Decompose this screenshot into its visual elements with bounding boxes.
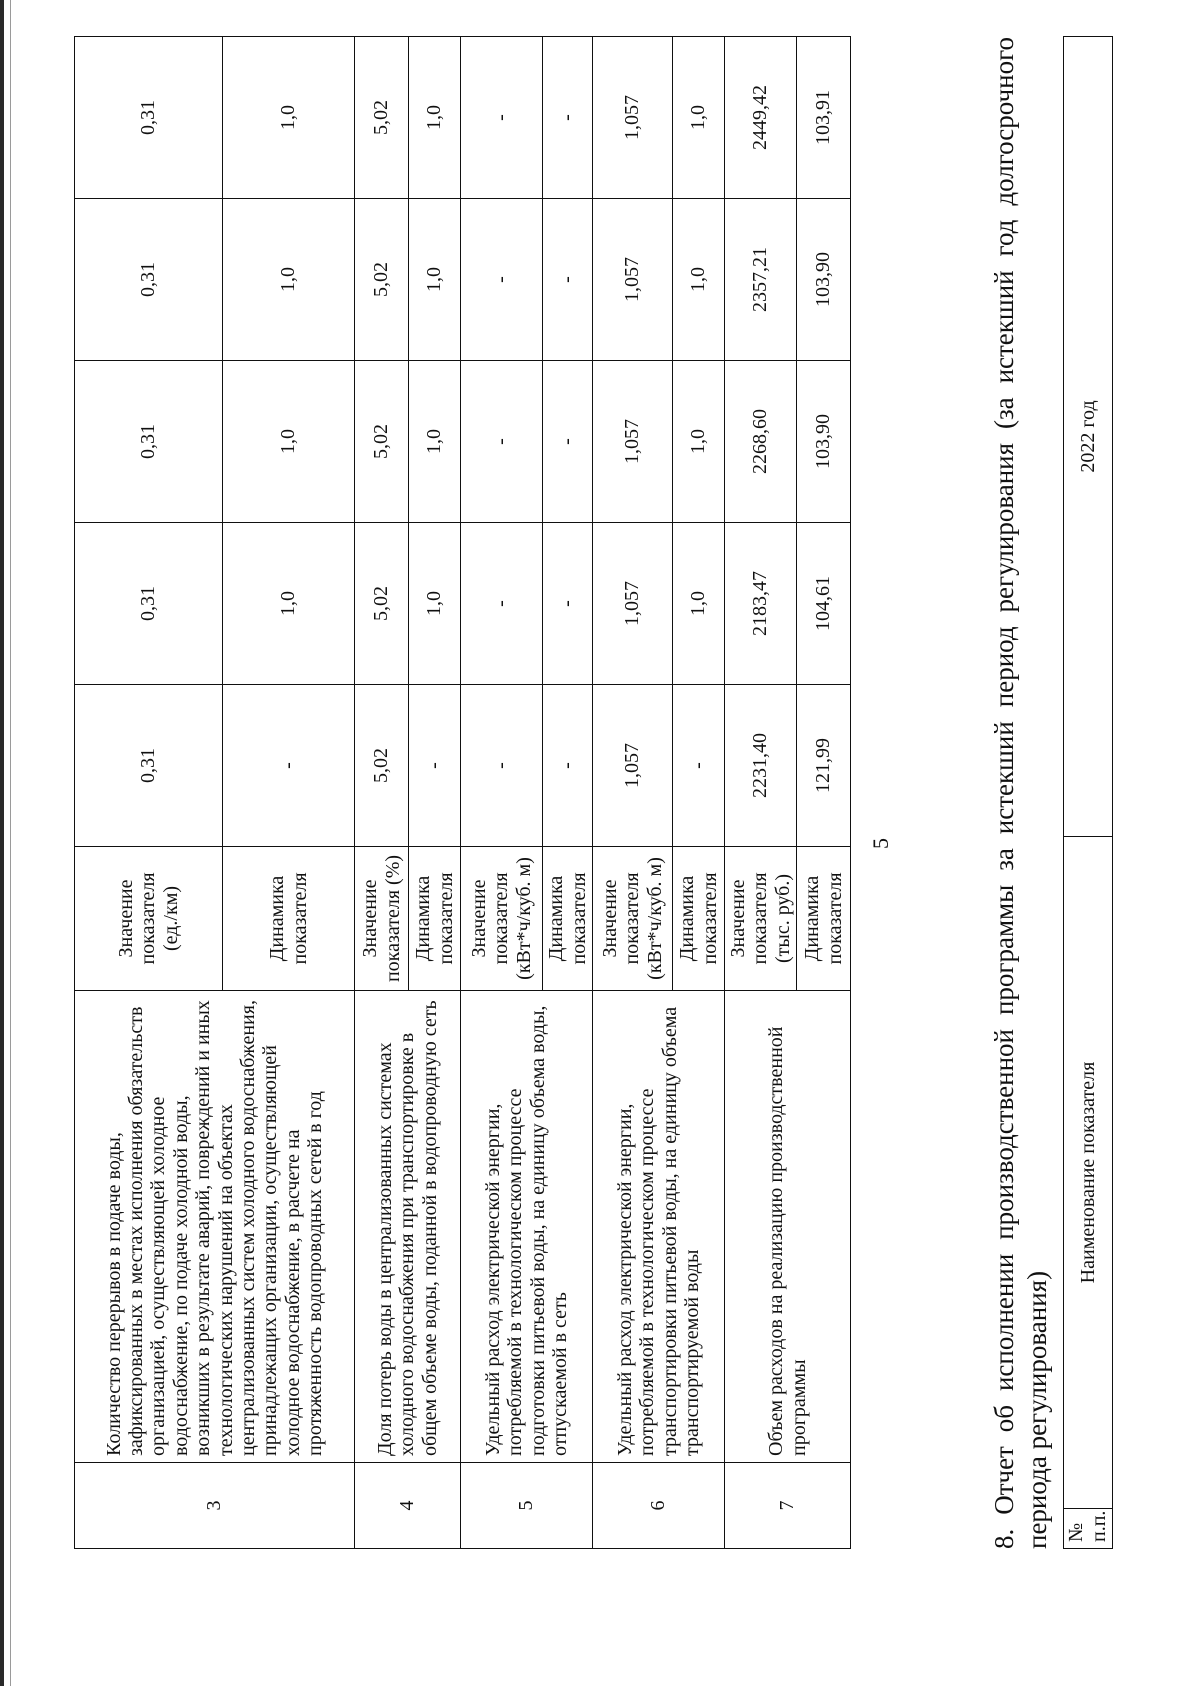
indicator-value: - — [673, 685, 725, 847]
col-year-header: 2022 год — [1064, 37, 1113, 837]
indicator-number: 6 — [593, 1463, 725, 1549]
indicator-value: 1,057 — [593, 685, 673, 847]
indicator-value: 1,0 — [223, 361, 355, 523]
indicator-name: Количество перерывов в подаче воды, зафиксированных в местах исполнения обязательств организацией, осуществляющей холодное водоснабжение, по подаче холодной воды, возникших в результате аварий, повреждений и иных технологических нарушений на объектах централизованных систем холодного водоснабжения, принадлежащих организации, осуществляющей холодное водоснабжение, в расчете на протяженность водопроводных сетей в год — [75, 991, 355, 1463]
indicator-value: 103,90 — [797, 361, 851, 523]
report-header-row — [1064, 37, 1113, 1549]
indicator-value: 121,99 — [797, 685, 851, 847]
indicator-value: - — [543, 685, 593, 847]
indicator-value: - — [461, 199, 543, 361]
section-heading: 8. Отчет об исполнении производственной программы за истекший период регулирования (за истекший год долгосрочного периода регулирования) — [989, 37, 1052, 1549]
indicator-value: 2231,40 — [725, 685, 797, 847]
indicator-value: 1,0 — [223, 199, 355, 361]
indicator-value: - — [461, 361, 543, 523]
indicator-label: Значение показателя (кВт*ч/куб. м) — [593, 847, 673, 991]
indicator-value: - — [543, 37, 593, 199]
indicators-body — [75, 37, 851, 1549]
indicator-value: - — [543, 199, 593, 361]
indicator-label: Динамика показателя — [797, 847, 851, 991]
indicator-row — [75, 37, 223, 1549]
indicator-value: 1,0 — [673, 361, 725, 523]
page-number: 5 — [868, 838, 893, 849]
indicator-value: 1,0 — [409, 523, 461, 685]
indicator-value: 1,057 — [593, 199, 673, 361]
indicator-value: 0,31 — [75, 199, 223, 361]
indicator-value: 5,02 — [355, 199, 409, 361]
indicator-value: 0,31 — [75, 685, 223, 847]
indicator-value: - — [461, 37, 543, 199]
indicator-value: - — [543, 523, 593, 685]
indicator-value: 1,057 — [593, 361, 673, 523]
indicator-name: Доля потерь воды в централизованных системах холодного водоснабжения при транспортировке в общем объеме воды, поданной в водопроводную сеть — [355, 991, 461, 1463]
indicator-value: 1,0 — [409, 361, 461, 523]
indicator-number: 3 — [75, 1463, 355, 1549]
indicator-value: - — [543, 361, 593, 523]
indicator-number: 4 — [355, 1463, 461, 1549]
indicator-value: 1,0 — [409, 199, 461, 361]
indicator-value: 5,02 — [355, 37, 409, 199]
indicator-number: 7 — [725, 1463, 851, 1549]
indicator-label: Значение показателя (ед./км) — [75, 847, 223, 991]
indicator-value: 0,31 — [75, 37, 223, 199]
indicator-value: 1,0 — [673, 37, 725, 199]
indicator-name: Объем расходов на реализацию производственной программы — [725, 991, 851, 1463]
indicator-row — [725, 37, 797, 1549]
indicator-value: 0,31 — [75, 523, 223, 685]
indicator-label: Динамика показателя — [223, 847, 355, 991]
indicator-label: Динамика показателя — [409, 847, 461, 991]
indicator-label: Значение показателя (кВт*ч/куб. м) — [461, 847, 543, 991]
indicator-label: Значение показателя (%) — [355, 847, 409, 991]
indicator-value: 1,057 — [593, 37, 673, 199]
indicator-value: 1,057 — [593, 523, 673, 685]
indicator-value: 1,0 — [673, 199, 725, 361]
indicator-label: Динамика показателя — [673, 847, 725, 991]
indicator-value: 103,91 — [797, 37, 851, 199]
indicator-value: - — [409, 685, 461, 847]
indicator-row — [461, 37, 543, 1549]
indicator-value: 1,0 — [673, 523, 725, 685]
indicator-label: Динамика показателя — [543, 847, 593, 991]
col-name-header: Наименование показателя — [1064, 837, 1113, 1509]
indicator-value: 2268,60 — [725, 361, 797, 523]
indicator-value: 104,61 — [797, 523, 851, 685]
indicator-value: - — [461, 685, 543, 847]
indicator-value: - — [461, 523, 543, 685]
indicator-value: 1,0 — [223, 523, 355, 685]
indicator-value: 2449,42 — [725, 37, 797, 199]
col-no-header: № п.п. — [1064, 1509, 1113, 1549]
indicator-row — [593, 37, 673, 1549]
indicator-value: 1,0 — [223, 37, 355, 199]
indicator-number: 5 — [461, 1463, 593, 1549]
indicators-table — [74, 36, 851, 1549]
indicator-label: Значение показателя (тыс. руб.) — [725, 847, 797, 991]
indicator-value: 103,90 — [797, 199, 851, 361]
indicator-value: 5,02 — [355, 523, 409, 685]
indicator-name: Удельный расход электрической энергии, потребляемой в технологическом процессе подготовки питьевой воды, на единицу объема воды, отпускаемой в сеть — [461, 991, 593, 1463]
indicator-name: Удельный расход электрической энергии, потребляемой в технологическом процессе транспортировки питьевой воды, на единицу объема транспортируемой воды — [593, 991, 725, 1463]
report-header-table — [1063, 36, 1113, 1549]
indicator-row — [355, 37, 409, 1549]
indicator-value: 5,02 — [355, 361, 409, 523]
indicator-value: 1,0 — [409, 37, 461, 199]
indicator-value: 2357,21 — [725, 199, 797, 361]
indicator-value: 0,31 — [75, 361, 223, 523]
indicator-value: - — [223, 685, 355, 847]
indicator-value: 2183,47 — [725, 523, 797, 685]
indicator-value: 5,02 — [355, 685, 409, 847]
